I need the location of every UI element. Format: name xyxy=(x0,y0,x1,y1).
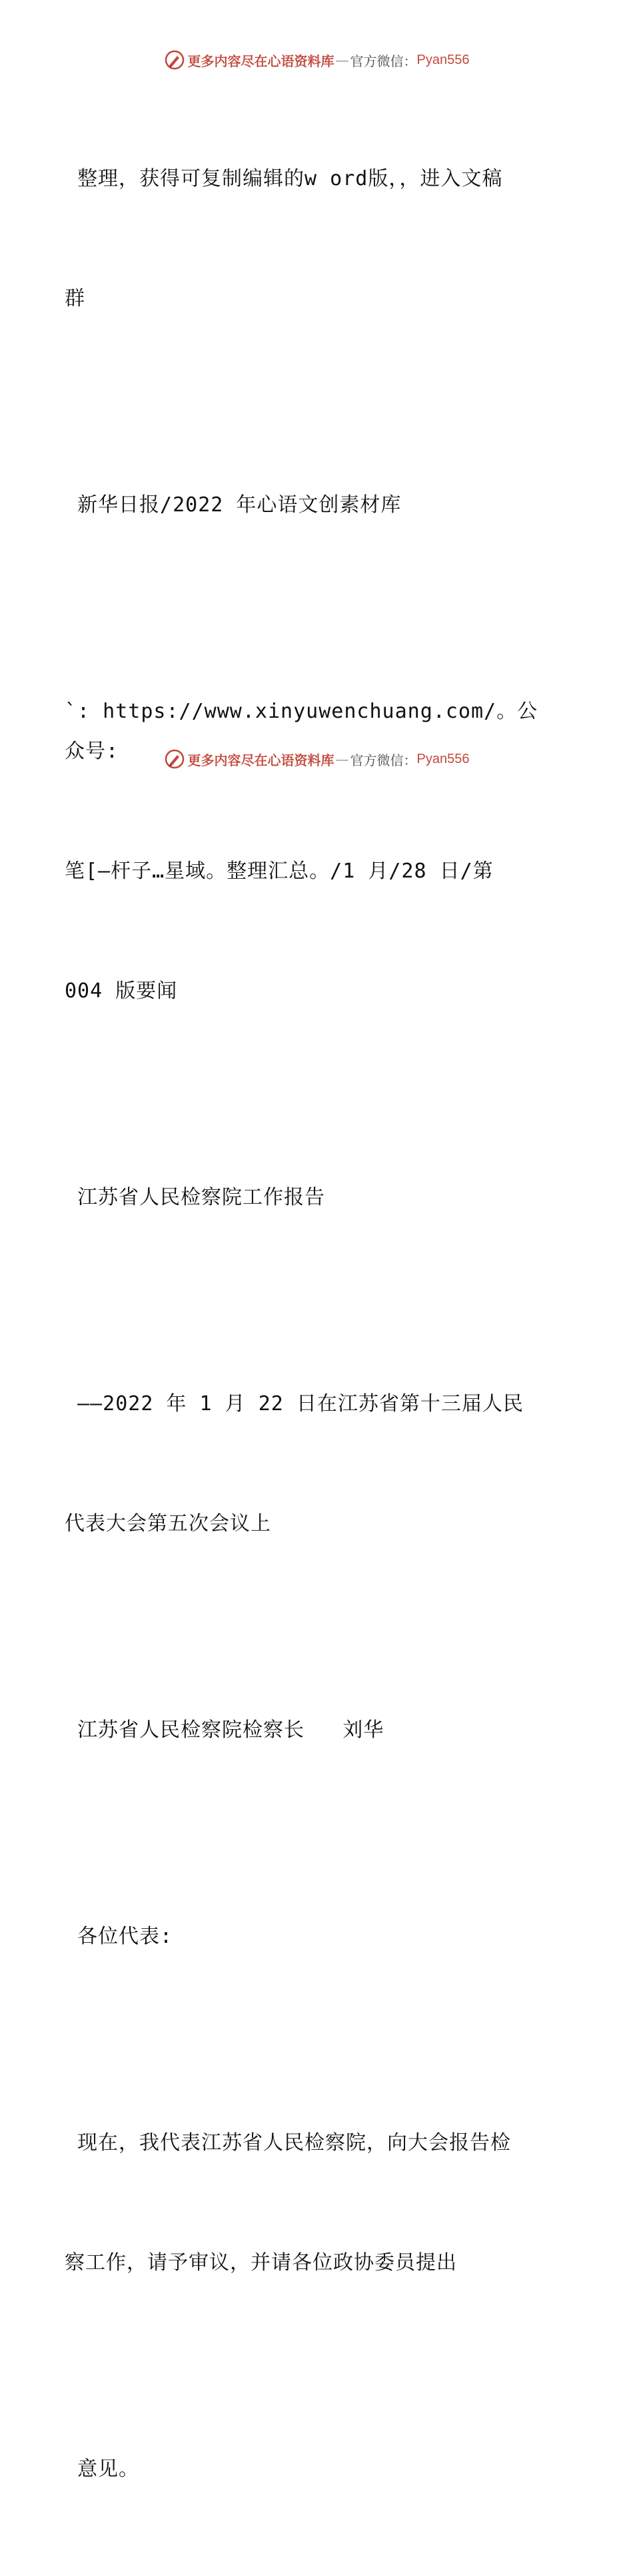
footer-text: 更多内容尽在心语资料库 xyxy=(187,752,334,768)
text-line: 004 版要闻 xyxy=(65,979,178,1003)
document-title xyxy=(65,1098,558,1298)
header-separator: — xyxy=(335,52,349,68)
header-text: 更多内容尽在心语资料库 xyxy=(187,53,334,69)
pen-circle-icon xyxy=(164,748,185,770)
text-line: 现在，我代表江苏省人民检察院，向大会报告检 xyxy=(65,2131,512,2155)
document-author xyxy=(65,1631,558,1830)
paragraph-intro xyxy=(65,79,558,399)
header-wechat-id: Pyan556 xyxy=(416,52,470,67)
paragraph-source xyxy=(65,405,558,605)
document-subtitle xyxy=(65,1304,558,1624)
header-banner xyxy=(0,47,633,73)
text-line: 群 xyxy=(65,287,85,310)
paragraph-opening xyxy=(65,2043,558,2363)
document-body xyxy=(65,79,558,2576)
text-line: 江苏省人民检察院工作报告 xyxy=(65,1186,326,1209)
text-line: ——2022 年 1 月 22 日在江苏省第十三届人民 xyxy=(65,1392,524,1416)
text-line: 新华日报/2022 年心语文创素材库 xyxy=(65,493,402,517)
pen-circle-icon xyxy=(164,49,185,71)
text-line: 代表大会第五次会议上 xyxy=(65,1512,271,1535)
header-wechat-label: 官方微信： xyxy=(350,53,417,69)
text-line: 整理，获得可复制编辑的w ord版，，进入文稿 xyxy=(65,167,503,190)
paragraph-website xyxy=(65,612,558,1091)
text-line: 江苏省人民检察院检察长 刘华 xyxy=(65,1718,384,1742)
footer-banner xyxy=(0,746,633,772)
footer-wechat-id: Pyan556 xyxy=(416,751,470,766)
footer-separator: — xyxy=(335,751,349,767)
paragraph-closing xyxy=(65,2370,558,2569)
text-line: 笔[—杆子…星域。整理汇总。/1 月/28 日/第 xyxy=(65,860,494,883)
text-line: 察工作，请予审议，并请各位政协委员提出 xyxy=(65,2251,457,2274)
text-line: 意见。 xyxy=(65,2457,140,2481)
salutation xyxy=(65,1837,558,2037)
text-line: 各位代表: xyxy=(65,1925,173,1948)
footer-wechat-label: 官方微信： xyxy=(350,752,417,768)
text-line: `: https://www.xinyuwenchuang.com/。公众号: xyxy=(65,700,538,763)
